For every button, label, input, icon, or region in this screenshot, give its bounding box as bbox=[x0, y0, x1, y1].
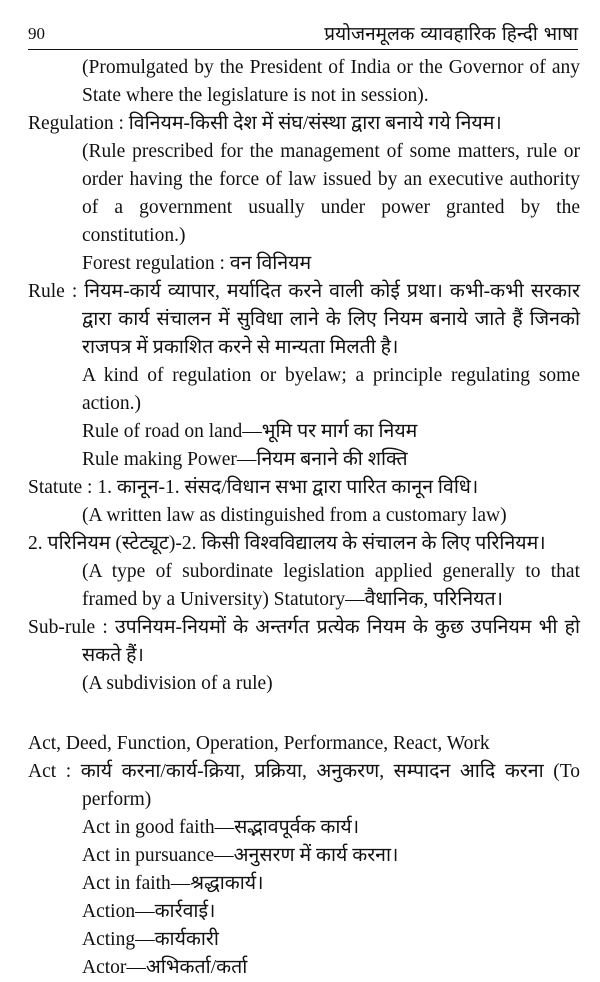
act-in-faith: Act in faith—श्रद्धाकार्य। bbox=[82, 873, 264, 894]
regulation-note: (Rule prescribed for the management of some matters, rule or order having the force of law issued by an executive authority of a government usually under power granted by the constitution.) bbox=[82, 141, 580, 246]
promulgated-note: (Promulgated by the President of India or the Governor of any State where the legislature is not in session). bbox=[82, 57, 580, 106]
page-body bbox=[28, 54, 580, 982]
rule-making-power: Rule making Power—नियम बनाने की शक्ति bbox=[82, 449, 408, 470]
entry-sub-rule: Sub-rule : उपनियम-नियमों के अन्तर्गत प्रत्येक नियम के कुछ उपनियम भी हो सकते हैं। bbox=[28, 617, 580, 666]
forest-regulation: Forest regulation : वन विनियम bbox=[82, 253, 312, 274]
header-rule bbox=[28, 49, 578, 50]
act-group-heading: Act, Deed, Function, Operation, Performance, React, Work bbox=[28, 733, 490, 754]
rule-of-road: Rule of road on land—भूमि पर मार्ग का नियम bbox=[82, 421, 418, 442]
page-number: 90 bbox=[28, 24, 45, 43]
entry-regulation: Regulation : विनियम-किसी देश में संघ/संस्था द्वारा बनाये गये नियम। bbox=[28, 113, 502, 134]
page-header bbox=[28, 18, 578, 48]
entry-rule: Rule : नियम-कार्य व्यापार, मर्यादित करने वाली कोई प्रथा। कभी-कभी सरकार द्वारा कार्य संचालन में सुविधा लाने के लिए नियम बनाये जाते हैं जिनको राजपत्र में प्रकाशित करने से मान्यता मिलती है। bbox=[28, 281, 580, 358]
statute-2-note: (A type of subordinate legislation applied generally to that framed by a University) Statutory—वैधानिक, परिनियत। bbox=[82, 561, 580, 610]
section-gap bbox=[28, 698, 580, 730]
entry-act: Act : कार्य करना/कार्य-क्रिया, प्रक्रिया, अनुकरण, सम्पादन आदि करना (To perform) bbox=[28, 761, 580, 810]
act-in-pursuance: Act in pursuance—अनुसरण में कार्य करना। bbox=[82, 845, 399, 866]
entry-statute: Statute : 1. कानून-1. संसद/विधान सभा द्वारा पारित कानून विधि। bbox=[28, 477, 479, 498]
actor: Actor—अभिकर्ता/कर्ता bbox=[82, 957, 248, 978]
acting: Acting—कार्यकारी bbox=[82, 929, 219, 950]
statute-note: (A written law as distinguished from a customary law) bbox=[82, 505, 507, 526]
entry-statute-2: 2. परिनियम (स्टेट्यूट)-2. किसी विश्वविद्यालय के संचालन के लिए परिनियम। bbox=[28, 533, 546, 554]
rule-note: A kind of regulation or byelaw; a principle regulating some action.) bbox=[82, 365, 580, 414]
action: Action—कार्रवाई। bbox=[82, 901, 216, 922]
running-title: प्रयोजनमूलक व्यावहारिक हिन्दी भाषा bbox=[324, 23, 578, 45]
sub-rule-note: (A subdivision of a rule) bbox=[82, 673, 273, 694]
act-good-faith: Act in good faith—सद्भावपूर्वक कार्य। bbox=[82, 817, 360, 838]
